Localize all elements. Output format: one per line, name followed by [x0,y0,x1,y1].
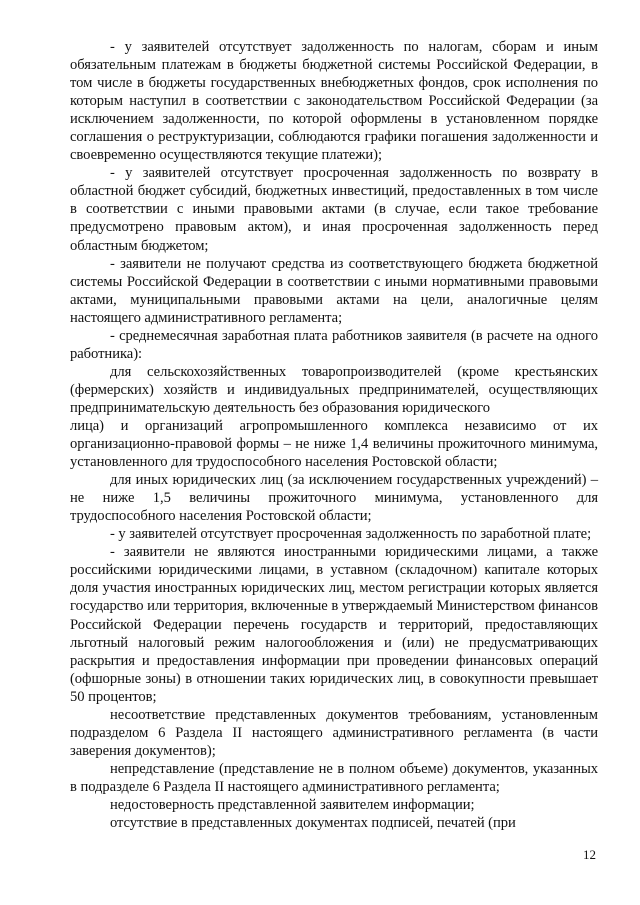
paragraph-documents-not-submitted: непредставление (представление не в полном объеме) документов, указанных в подразделе 6 Раздела II настоящего административного регламента; [70,760,598,795]
paragraph-not-foreign-entities: - заявители не являются иностранными юридическими лицами, а также российскими юридическими лицами, в уставном (складочном) капитале которых доля участия иностранных юридических лиц, местом регистрации которых является государство или территория, включенные в утверждаемый Министерством финансов Российской Федерации перечень государств и территорий, предоставляющих льготный налоговый режим налогообложения и (или) не предусматривающих раскрытия и предоставления информации при проведении финансовых операций (офшорные зоны) в отношении таких юридических лиц, в совокупности превышает 50 процентов; [70,544,598,705]
paragraph-agri-organizations: лица) и организаций агропромышленного комплекса независимо от их организационно-правовой формы – не ниже 1,4 величины прожиточного минимума, установленного для трудоспособного населения Ростовской области; [70,417,598,471]
page-number: 12 [583,847,596,862]
document-body [70,38,598,832]
paragraph-overdue-subsidy-debt: - у заявителей отсутствует просроченная задолженность по возврату в областной бюджет субсидий, бюджетных инвестиций, предоставленных в том числе в соответствии с иными правовыми актами (в случае, если такое требование предусмотрено правовым актом), и иная просроченная задолженность перед областным бюджетом; [70,165,598,254]
paragraph-no-wage-arrears: - у заявителей отсутствует просроченная задолженность по заработной плате; [110,526,592,543]
paragraph-documents-noncompliance: несоответствие представленных документов требованиям, установленным подразделом 6 Раздела II настоящего административного регламента (в части заверения документов); [70,706,598,759]
paragraph-agri-producers: для сельскохозяйственных товаропроизводителей (кроме крестьянских (фермерских) хозяйств и индивидуальных предпринимателей, осуществляющих предпринимательскую деятельность без образования юридического [70,363,598,416]
paragraph-unreliable-information: недостоверность представленной заявителем информации; [110,796,475,813]
paragraph-average-salary: - среднемесячная заработная плата работников заявителя (в расчете на одного работника): [70,327,598,362]
paragraph-tax-debt: - у заявителей отсутствует задолженность по налогам, сборам и иным обязательным платежам в бюджеты бюджетной системы Российской Федерации, в том числе в бюджеты государственных внебюджетных фондов, срок исполнения по которым наступил в соответствии с законодательством Российской Федерации (за исключением задолженности, по которой оформлены в установленном порядке соглашения о реструктуризации, соблюдаются графики погашения задолженности и своевременно осуществляются текущие платежи); [70,39,598,164]
paragraph-missing-signatures: отсутствие в представленных документах подписей, печатей (при [110,815,516,832]
paragraph-no-budget-funds: - заявители не получают средства из соответствующего бюджета бюджетной системы Российской Федерации в соответствии с иными нормативными правовыми актами, муниципальными правовыми актами на цели, аналогичные целям настоящего административного регламента; [70,255,598,326]
paragraph-other-legal-entities: для иных юридических лиц (за исключением государственных учреждений) – не ниже 1,5 величины прожиточного минимума, установленного для трудоспособного населения Ростовской области; [70,472,598,525]
